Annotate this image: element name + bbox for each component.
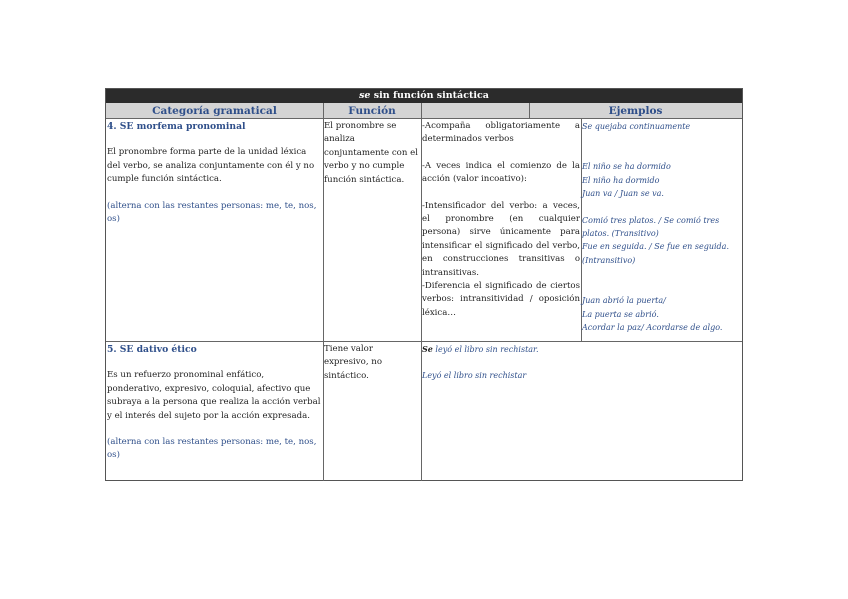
row1-category-text: El pronombre forma parte de la unidad léxica del verbo, se analiza conjuntamente con él y no cumple función sintáctica. xyxy=(107,147,315,185)
row1-examples xyxy=(582,120,742,334)
example-item: Fue en seguida. / Se fue en seguida. (Intransitivo) xyxy=(582,242,729,265)
example-item: Leyó el libro sin rechistar xyxy=(422,371,527,381)
row1-use-3: -Intensificador del verbo: a veces, el pronombre (en cualquier persona) sirve únicamente para intensificar el significado del verbo, en construcciones transitivas o intransitivas. xyxy=(422,200,580,278)
example-item xyxy=(422,343,740,356)
row2-category-text: Es un refuerzo pronominal enfático, ponderativo, expresivo, coloquial, afectivo que subraya a la persona que realiza la acción verbal y el interés del sujeto por la acción expresada. xyxy=(107,370,321,421)
example-item: Comió tres platos. / Se comió tres platos. (Transitivo) xyxy=(582,215,720,239)
row2-examples xyxy=(422,343,740,383)
row2-category-note: (alterna con las restantes personas: me, te, nos, os) xyxy=(107,437,317,461)
row2-category xyxy=(107,343,321,463)
row1-uses xyxy=(422,120,580,320)
example-item: La puerta se abrió. xyxy=(582,309,659,319)
example-item: El niño ha dormido xyxy=(582,175,660,185)
row1-category-title: 4. SE morfema pronominal xyxy=(107,121,246,132)
row-divider xyxy=(106,341,742,342)
row2-function xyxy=(324,343,420,383)
header-empty xyxy=(421,103,529,119)
header-ejemplos: Ejemplos xyxy=(529,103,742,119)
example-item: El niño se ha dormido xyxy=(582,162,671,172)
table-title xyxy=(106,89,742,103)
example-se-bold: Se xyxy=(422,344,433,354)
header-categoria: Categoría gramatical xyxy=(106,103,323,119)
row1-use-4: -Diferencia el significado de ciertos verbos: intransitividad / oposición léxica… xyxy=(422,281,580,318)
row1-function xyxy=(324,120,420,187)
example-item: Acordar la paz/ Acordarse de algo. xyxy=(582,323,723,333)
title-se: se xyxy=(359,90,371,101)
row1-use-1: -Acompaña obligatoriamente a determinados verbos xyxy=(422,121,580,145)
row1-use-2: -A veces indica el comienzo de la acción (valor incoativo): xyxy=(422,160,580,185)
header-funcion: Función xyxy=(323,103,421,119)
row1-function-text: El pronombre se analiza conjuntamente con el verbo y no cumple función sintáctica. xyxy=(324,121,418,185)
example-item: Juan va / Juan se va. xyxy=(582,189,664,199)
example-item: Juan abrió la puerta/ xyxy=(582,296,666,306)
example-se-rest: leyó el libro sin rechistar. xyxy=(432,345,539,354)
example-item: Se quejaba continuamente xyxy=(582,122,691,131)
row2-function-text: Tiene valor expresivo, no sintáctico. xyxy=(324,344,382,381)
row1-category xyxy=(107,120,321,226)
title-rest: sin función sintáctica xyxy=(370,90,489,101)
col-divider xyxy=(529,103,530,119)
row1-category-note: (alterna con las restantes personas: me, te, nos, os) xyxy=(107,200,317,225)
row2-category-title: 5. SE dativo ético xyxy=(107,344,197,355)
